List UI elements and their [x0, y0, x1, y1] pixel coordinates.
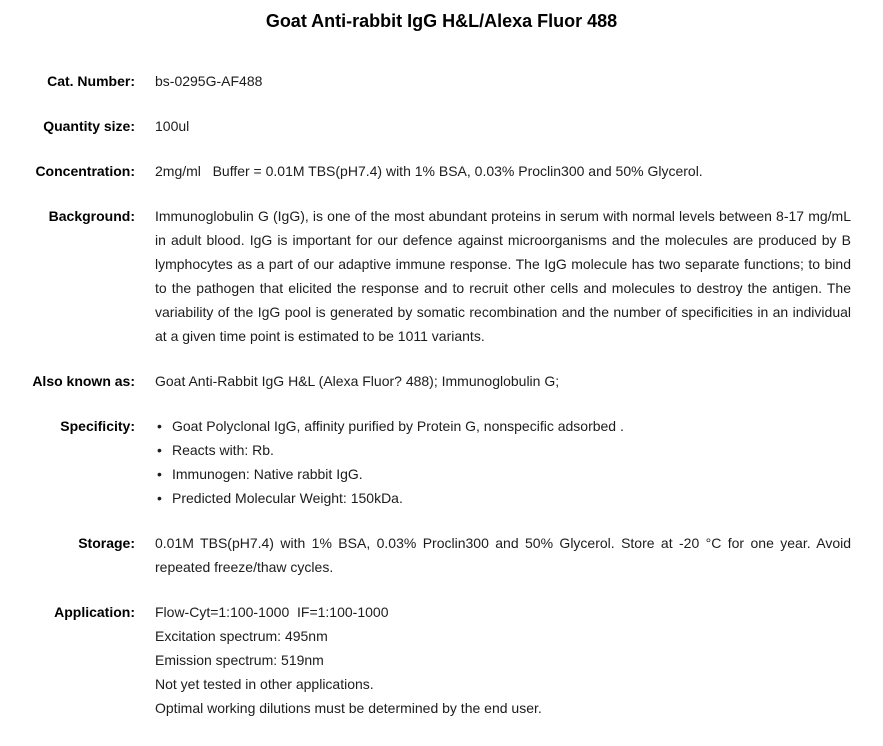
field-row-background: [0, 204, 883, 348]
field-label-cat-number: Cat. Number:: [47, 73, 135, 89]
field-row-application: [0, 600, 883, 720]
field-value-concentration: 2mg/ml Buffer = 0.01M TBS(pH7.4) with 1% BSA, 0.03% Proclin300 and 50% Glycerol.: [155, 163, 703, 179]
field-value-cat-number: bs-0295G-AF488: [155, 73, 263, 89]
application-line: Flow-Cyt=1:100-1000 IF=1:100-1000: [155, 604, 389, 620]
bullet-icon: •: [157, 418, 162, 434]
bullet-item: [155, 438, 851, 462]
field-row-quantity-size: [0, 114, 883, 138]
bullet-icon: •: [157, 466, 162, 482]
bullet-icon: •: [157, 442, 162, 458]
bullet-item-text: Predicted Molecular Weight: 150kDa.: [172, 490, 403, 506]
field-label-application: Application:: [54, 604, 135, 620]
bullet-item: [155, 486, 851, 510]
field-label-storage: Storage:: [78, 535, 135, 551]
page-title: Goat Anti-rabbit IgG H&L/Alexa Fluor 488: [265, 11, 618, 31]
bullet-item-text: Reacts with: Rb.: [172, 442, 274, 458]
application-lines: [155, 600, 851, 720]
field-value-storage: 0.01M TBS(pH7.4) with 1% BSA, 0.03% Proclin300 and 50% Glycerol. Store at -20 °C for one year. Avoid repeated freeze/thaw cycles.: [155, 535, 851, 575]
field-label-background: Background:: [48, 208, 135, 224]
field-value-quantity-size: 100ul: [155, 118, 190, 134]
field-label-quantity-size: Quantity size:: [43, 118, 135, 134]
field-value-also-known-as: Goat Anti-Rabbit IgG H&L (Alexa Fluor? 488); Immunoglobulin G;: [155, 373, 560, 389]
bullet-icon: •: [157, 490, 162, 506]
bullet-list: [155, 414, 851, 510]
application-line: Emission spectrum: 519nm: [155, 652, 324, 668]
field-row-concentration: [0, 159, 883, 183]
application-line: Optimal working dilutions must be determined by the end user.: [155, 700, 542, 716]
field-label-also-known-as: Also known as:: [32, 373, 135, 389]
field-row-specificity: [0, 414, 883, 510]
field-row-also-known-as: [0, 369, 883, 393]
bullet-item: [155, 462, 851, 486]
field-row-storage: [0, 531, 883, 579]
bullet-item-text: Goat Polyclonal IgG, affinity purified by Protein G, nonspecific adsorbed .: [172, 418, 624, 434]
field-rows: [0, 69, 883, 720]
application-line: Not yet tested in other applications.: [155, 676, 374, 692]
field-value-background: Immunoglobulin G (IgG), is one of the most abundant proteins in serum with normal levels between 8-17 mg/mL in adult blood. IgG is important for our defence against microorganisms and the molecules are produced by B lymphocytes as a part of our adaptive immune response. The IgG molecule has two separate functions; to bind to the pathogen that elicited the response and to recruit other cells and molecules to destroy the antigen. The variability of the IgG pool is generated by somatic recombination and the number of specificities in an individual at a given time point is estimated to be 1011 variants.: [155, 208, 851, 344]
bullet-item-text: Immunogen: Native rabbit IgG.: [172, 466, 363, 482]
field-label-specificity: Specificity:: [60, 418, 135, 434]
bullet-item: [155, 414, 851, 438]
field-row-cat-number: [0, 69, 883, 93]
field-label-concentration: Concentration:: [35, 163, 135, 179]
application-line: Excitation spectrum: 495nm: [155, 628, 328, 644]
